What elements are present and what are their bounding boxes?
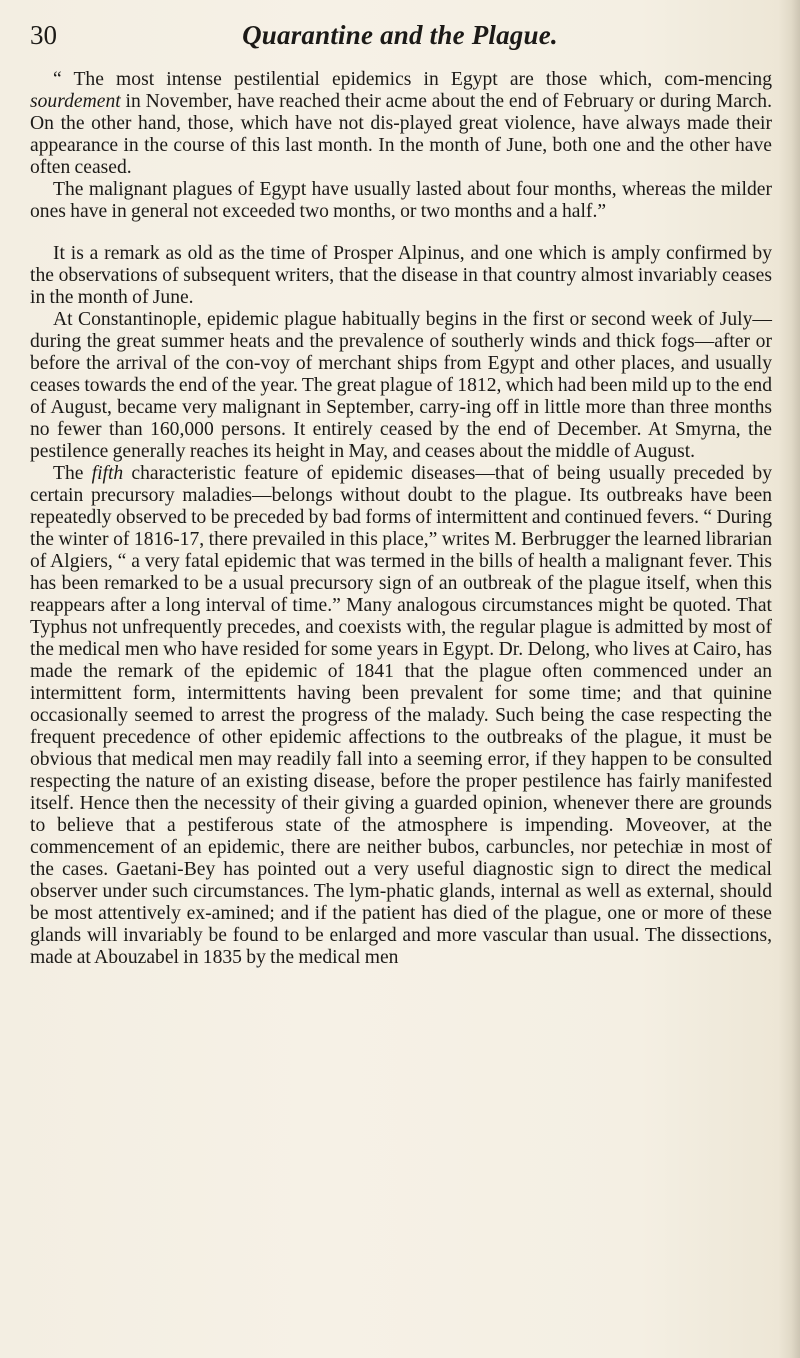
- paragraph-constantinople: At Constantinople, epidemic plague habitually begins in the first or second week of July—during the great summer heats and the prevalence of southerly winds and thick fogs—after or before the arrival of the con-voy of merchant ships from Egypt and other places, and usually ceases towards the end of the year. The great plague of 1812, which had been mild up to the end of August, became very malignant in September, carry-ing off in little more than three months no fewer than 160,000 persons. It entirely ceased by the end of December. At Smyrna, the pestilence generally reaches its height in May, and ceases about the middle of August.: [30, 309, 772, 462]
- paragraph-prosper-alpinus: It is a remark as old as the time of Prosper Alpinus, and one which is amply confirmed by the observations of subsequent writers, that the disease in that country almost invariably ceases in the month of June.: [30, 243, 772, 308]
- page-header: [30, 18, 770, 58]
- text-run: The: [53, 463, 92, 484]
- running-title: Quarantine and the Plague.: [242, 20, 558, 50]
- page-number: 30: [30, 20, 57, 50]
- paragraph-quote-malignant: The malignant plagues of Egypt have usually lasted about four months, whereas the milder ones have in general not exceeded two months, or two months and a half.”: [30, 179, 772, 222]
- body-text: [30, 69, 772, 969]
- text-run: in November, have reached their acme about the end of February or during March. On the other hand, those, which have not dis-played great violence, have always made their appearance in the course of this last month. In the month of June, both one and the other have often ceased.: [30, 91, 772, 178]
- text-run: characteristic feature of epidemic diseases—that of being usually preceded by certain precursory maladies—belongs without doubt to the plague. Its outbreaks have been repeatedly observed to be preceded by bad forms of intermittent and continued fevers. “ During the winter of 1816-17, there prevailed in this place,” writes M. Berbrugger the learned librarian of Algiers, “ a very fatal epidemic that was termed in the bills of health a malignant fever. This has been remarked to be a usual precursory sign of an outbreak of the plague itself, when this reappears after a long interval of time.” Many analogous circumstances might be quoted. That Typhus not unfrequently precedes, and coexists with, the regular plague is admitted by most of the medical men who have resided for some years in Egypt. Dr. Delong, who lives at Cairo, has made the remark of the epidemic of 1841 that the plague often commenced under an intermittent form, intermittents having been prevalent for some time; and that quinine occasionally seemed to arrest the progress of the malady. Such being the case respecting the frequent precedence of other epidemic affections to the outbreaks of the plague, it must be obvious that medical men may readily fall into a seeming error, if they happen to be consulted respecting the nature of an existing disease, before the proper pestilence has fairly manifested itself. Hence then the necessity of their giving a guarded opinion, whenever there are grounds to believe that a pestiferous state of the atmosphere is impending. Moveover, at the commencement of an epidemic, there are neither bubos, carbuncles, nor petechiæ in most of the cases. Gaetani-Bey has pointed out a very useful diagnostic sign to direct the medical observer under such circumstances. The lym-phatic glands, internal as well as external, should be most attentively ex-amined; and if the patient has died of the plague, one or more of these glands will invariably be found to be enlarged and more vascular than usual. The dissections, made at Abouzabel in 1835 by the medical men: [30, 463, 772, 968]
- text-run: “ The most intense pestilential epidemics in Egypt are those which, com-mencing: [53, 69, 772, 90]
- paragraph-quote-epidemics: [30, 69, 772, 179]
- italic-term: sourdement: [30, 91, 121, 112]
- paragraph-fifth-feature: [30, 463, 772, 969]
- page-edge-shadow: [778, 0, 800, 1358]
- italic-term: fifth: [91, 463, 124, 484]
